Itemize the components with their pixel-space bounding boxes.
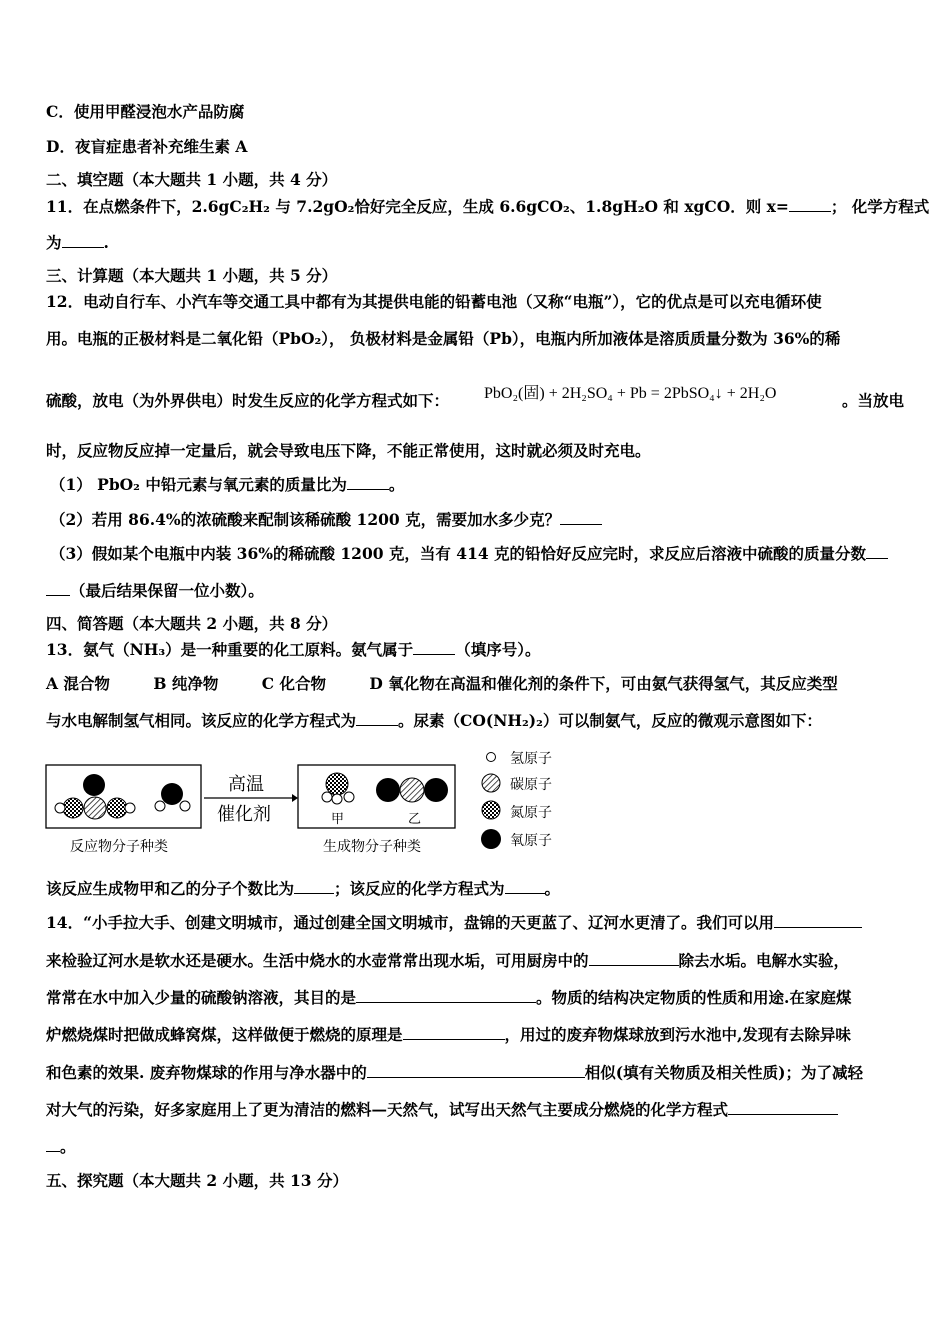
answer-blank[interactable]	[774, 912, 862, 928]
question-11-line1: 11．在点燃条件下，2.6gC₂H₂ 与 7.2gO₂恰好完全反应，生成 6.6gCO₂、1.8gH₂O 和 xgCO．则 x= ； 化学方程式	[46, 197, 930, 216]
section-heading-4: 四、简答题（本大题共 2 小题，共 8 分）	[46, 614, 338, 633]
nitrogen-atom	[107, 798, 127, 818]
answer-blank[interactable]	[728, 1099, 838, 1115]
option-d: D．夜盲症患者补充维生素 A	[46, 137, 248, 156]
hydrogen-atom	[322, 792, 332, 802]
answer-blank[interactable]	[294, 878, 334, 894]
legend-carbon: 碳原子	[510, 777, 552, 793]
question-12-part3-cont: （最后结果保留一位小数）。	[46, 580, 264, 601]
legend-nitrogen: 氮原子	[510, 805, 552, 821]
question-13-line4: 该反应生成物甲和乙的分子个数比为 ；该反应的化学方程式为 。	[46, 879, 561, 898]
question-11-line2: 为 .	[46, 233, 109, 252]
answer-blank[interactable]	[62, 232, 104, 248]
section-heading-2: 二、填空题（本大题共 1 小题，共 4 分）	[46, 170, 338, 189]
hydrogen-legend-icon	[487, 753, 496, 762]
answer-blank[interactable]	[413, 639, 455, 655]
question-12-line2: 用。电瓶的正极材料是二氧化铅（PbO₂）， 负极材料是金属铅（Pb），电瓶内所加液体是溶质质量分数为 36%的稀	[46, 329, 841, 348]
answer-blank[interactable]	[46, 1136, 60, 1152]
reactants-caption: 反应物分子种类	[70, 839, 168, 855]
legend-oxygen: 氧原子	[510, 833, 552, 849]
hydrogen-atom	[180, 801, 190, 811]
carbon-legend-icon	[482, 774, 500, 792]
question-12-line4: 时，反应物反应掉一定量后，就会导致电压下降，不能正常使用，这时就必须及时充电。	[46, 441, 651, 460]
answer-blank[interactable]	[356, 987, 536, 1003]
option-c: C．使用甲醛浸泡水产品防腐	[46, 102, 245, 121]
question-12-line3: 硫酸，放电（为外界供电）时发生反应的化学方程式如下：	[46, 391, 450, 410]
nitrogen-atom	[326, 773, 348, 795]
answer-blank[interactable]	[356, 710, 398, 726]
oxygen-atom	[424, 778, 448, 802]
chemical-equation: PbO₂(固) + 2H₂SO₄ + Pb = 2PbSO₄↓ + 2H₂O	[484, 385, 777, 402]
nitrogen-legend-icon	[482, 801, 500, 819]
question-14-line3: 常常在水中加入少量的硫酸钠溶液，其目的是 。物质的结构决定物质的性质和用途.在家庭煤	[46, 988, 852, 1007]
condition-high-temp: 高温	[228, 774, 264, 795]
hydrogen-atom	[344, 792, 354, 802]
question-13-line1: 13．氨气（NH₃）是一种重要的化工原料。氨气属于 （填序号）。	[46, 640, 541, 659]
oxygen-atom	[83, 774, 105, 796]
condition-catalyst: 催化剂	[217, 804, 271, 825]
hydrogen-atom	[55, 803, 65, 813]
answer-blank[interactable]	[367, 1062, 585, 1078]
question-14-line7: 。	[46, 1136, 76, 1157]
question-12-line1: 12．电动自行车、小汽车等交通工具中都有为其提供电能的铅蓄电池（又称“电瓶”），它的优点是可以充电循环使	[46, 292, 822, 311]
nitrogen-atom	[63, 798, 83, 818]
products-caption: 生成物分子种类	[323, 839, 421, 855]
answer-blank[interactable]	[866, 543, 888, 559]
question-13-line3: 与水电解制氢气相同。该反应的化学方程式为 。尿素（CO(NH₂)₂）可以制氨气，反应的微观示意图如下：	[46, 711, 822, 730]
hydrogen-atom	[155, 801, 165, 811]
question-12-part3: （3）假如某个电瓶中内装 36%的稀硫酸 1200 克，当有 414 克的铅恰好反应完时，求反应后溶液中硫酸的质量分数	[50, 543, 888, 564]
question-14-line4: 炉燃烧煤时把做成蜂窝煤，这样做便于燃烧的原理是 ，用过的废弃物煤球放到污水池中,发现有去除异味	[46, 1025, 851, 1044]
answer-blank[interactable]	[347, 474, 389, 490]
question-14-line6: 对大气的污染，好多家庭用上了更为清洁的燃料—天然气，试写出天然气主要成分燃烧的化学方程式	[46, 1099, 838, 1120]
oxygen-legend-icon	[481, 829, 501, 849]
answer-blank[interactable]	[505, 878, 545, 894]
carbon-atom	[400, 778, 424, 802]
label-yi: 乙	[408, 812, 422, 827]
question-14-line1: 14．“小手拉大手、创建文明城市，通过创建全国文明城市，盘锦的天更蓝了、辽河水更清了。我们可以用	[46, 912, 862, 933]
hydrogen-atom	[332, 794, 342, 804]
question-12-part1: （1） PbO₂ 中铅元素与氧元素的质量比为 。	[50, 475, 405, 494]
section-heading-5: 五、探究题（本大题共 2 小题，共 13 分）	[46, 1171, 348, 1190]
question-12-part2: （2）若用 86.4%的浓硫酸来配制该稀硫酸 1200 克，需要加水多少克？	[50, 509, 602, 530]
carbon-atom	[84, 797, 106, 819]
oxygen-atom	[161, 783, 183, 805]
question-12-line3-tail: 。当放电	[842, 391, 905, 410]
answer-blank[interactable]	[46, 580, 70, 596]
answer-blank[interactable]	[789, 196, 831, 212]
section-heading-3: 三、计算题（本大题共 1 小题，共 5 分）	[46, 266, 338, 285]
hydrogen-atom	[125, 803, 135, 813]
answer-blank[interactable]	[403, 1024, 505, 1040]
answer-blank[interactable]	[560, 509, 602, 525]
question-14-line2: 来检验辽河水是软水还是硬水。生活中烧水的水壶常常出现水垢，可用厨房中的 除去水垢。电解水实验，	[46, 951, 850, 970]
label-jia: 甲	[331, 812, 345, 827]
question-13-options: A 混合物 B 纯净物 C 化合物 D 氧化物在高温和催化剂的条件下，可由氨气获得氢气，其反应类型	[46, 674, 838, 693]
legend-hydrogen: 氢原子	[510, 751, 552, 767]
question-14-line5: 和色素的效果. 废弃物煤球的作用与净水器中的 相似(填有关物质及相关性质)；为了减轻	[46, 1063, 863, 1082]
oxygen-atom	[376, 778, 400, 802]
answer-blank[interactable]	[589, 950, 679, 966]
